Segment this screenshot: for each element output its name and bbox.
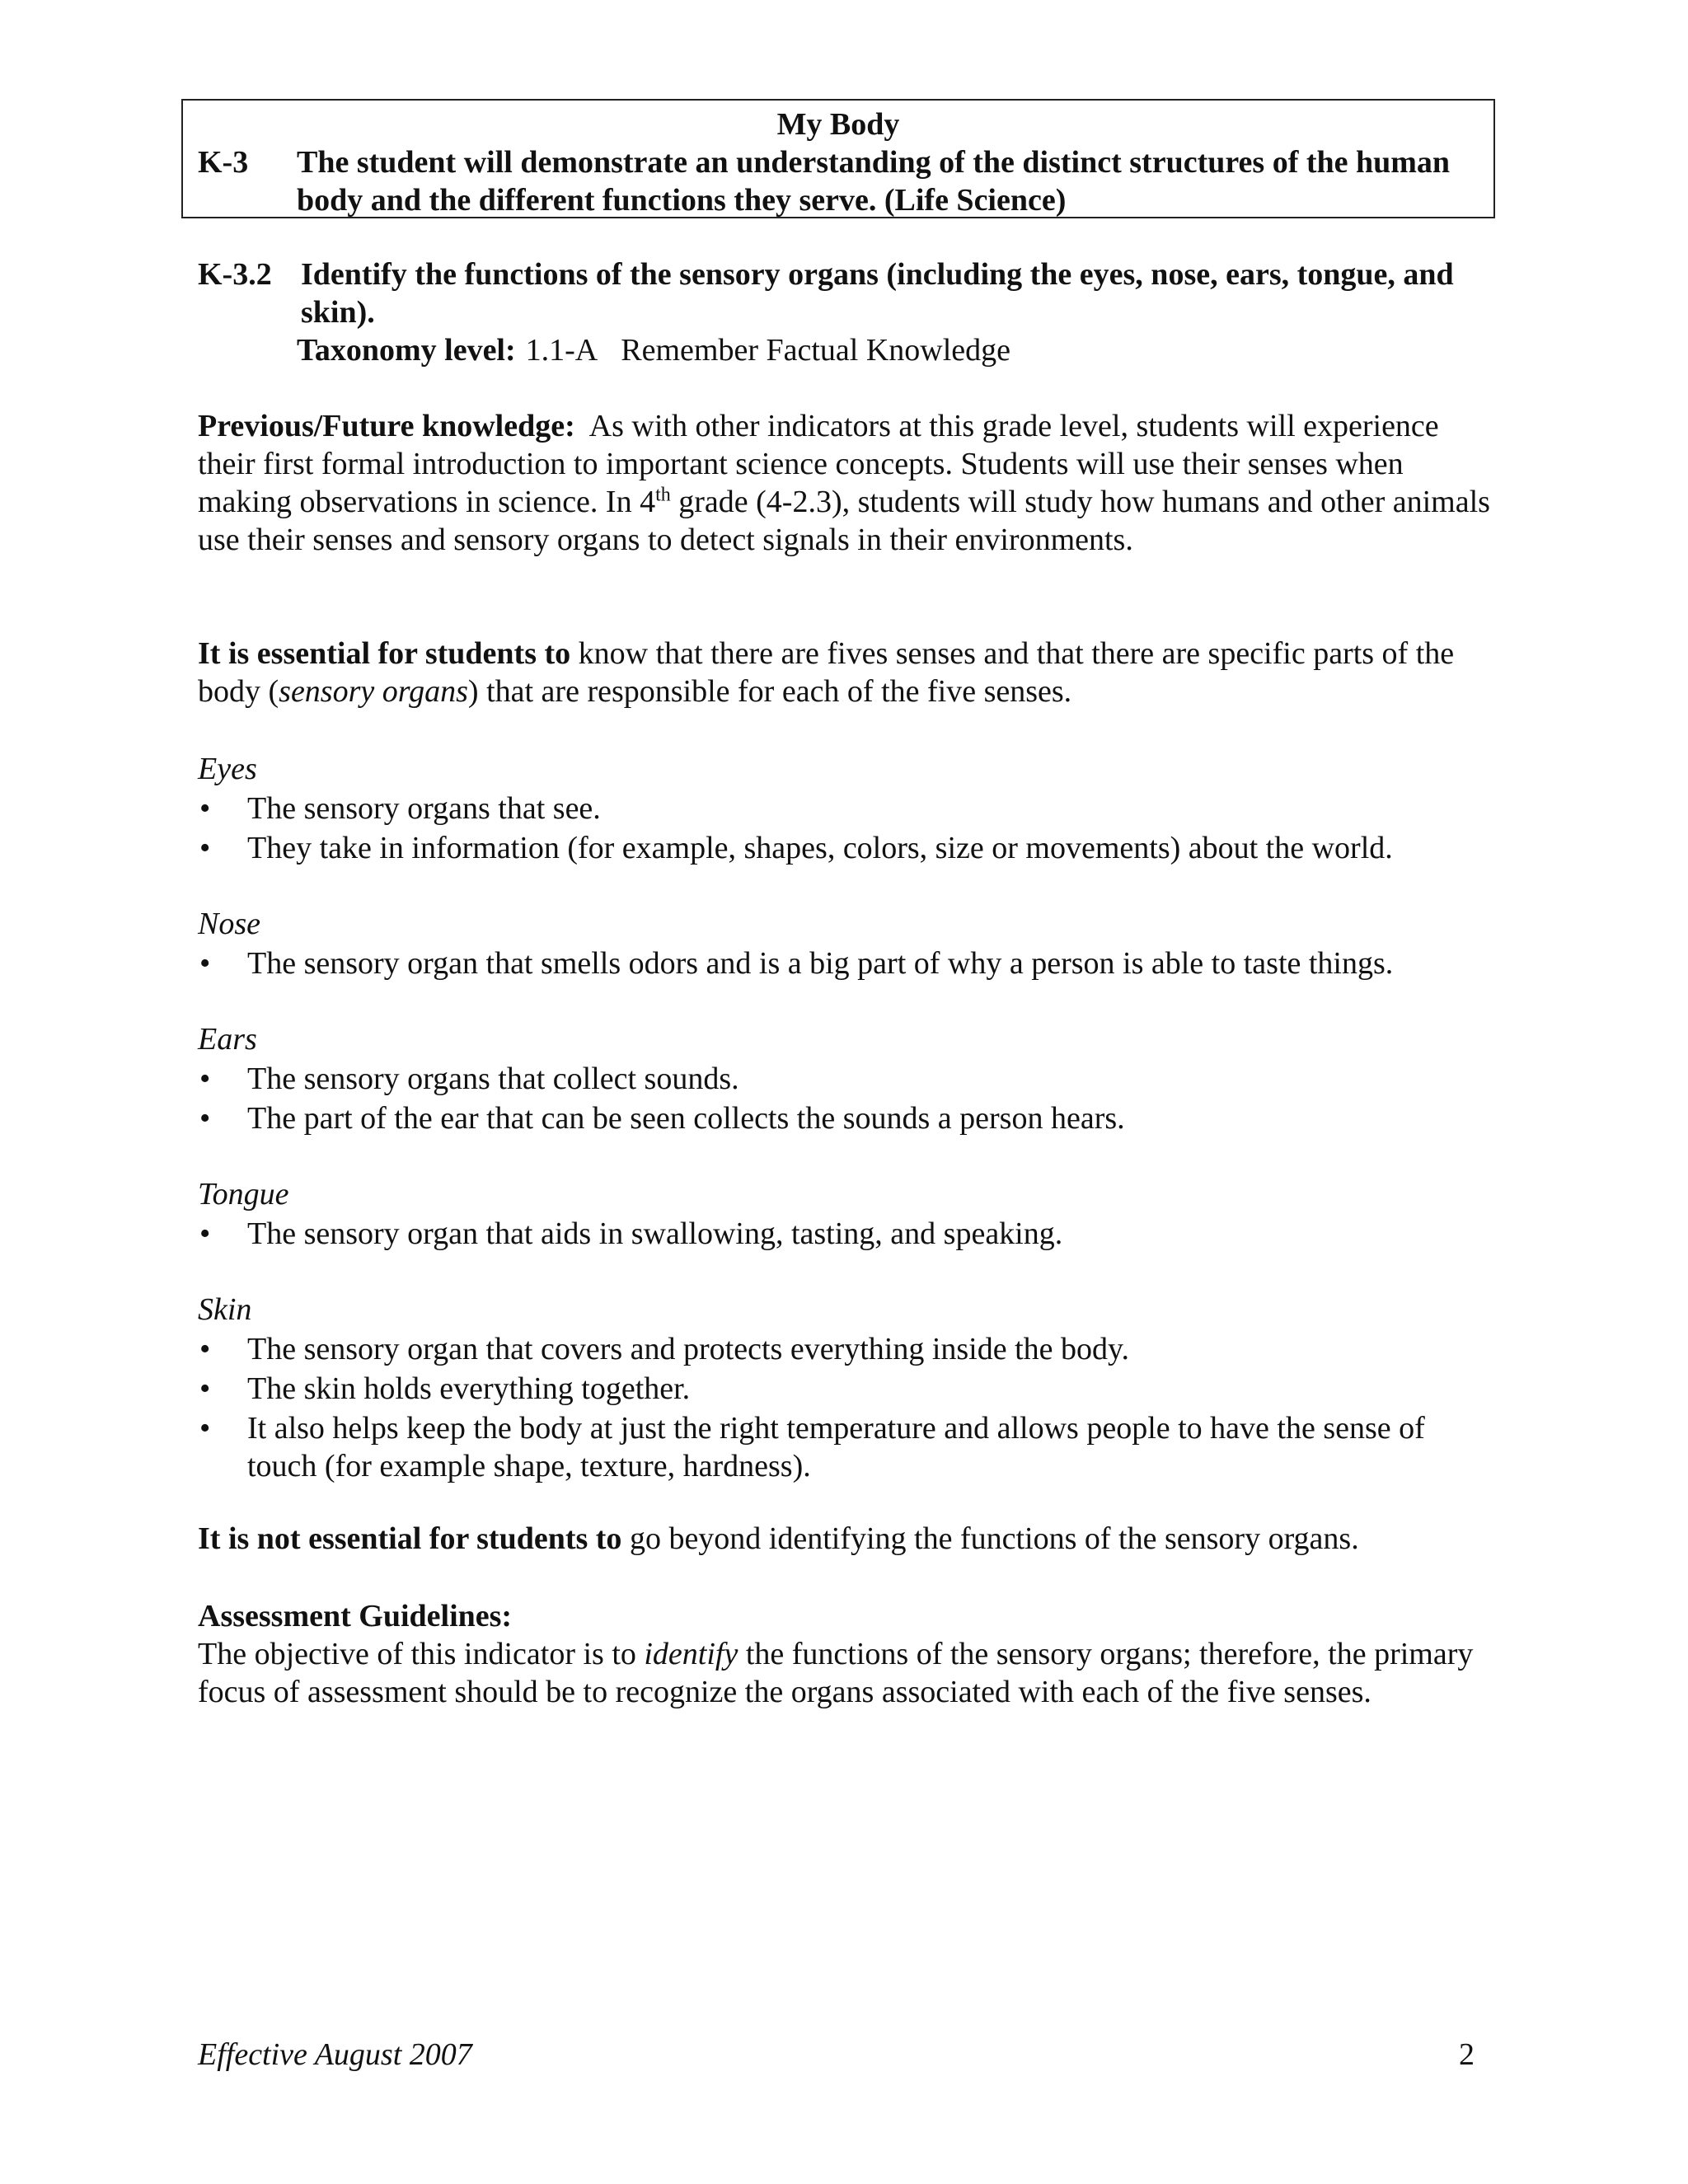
tongue-heading: Tongue <box>198 1177 289 1212</box>
ears-heading: Ears <box>198 1022 257 1057</box>
list-item: • The sensory organ that smells odors and is a big part of why a person is able to taste things. <box>199 946 1394 981</box>
assessment-heading: Assessment Guidelines: <box>198 1599 513 1633</box>
nose-list <box>198 944 1500 984</box>
list-item: • It also helps keep the body at just the right temperature and allows people to have the sense of touch (for example shape, texture, hardness). <box>199 1411 1425 1483</box>
bullet-icon: • <box>199 1371 211 1406</box>
bullet-icon: • <box>199 831 211 865</box>
ordinal-suffix: th <box>655 484 671 506</box>
list-item: • The part of the ear that can be seen collects the sounds a person hears. <box>199 1101 1125 1136</box>
eyes-list <box>198 790 1500 869</box>
assessment-paragraph: The objective of this indicator is to identify the functions of the sensory organs; therefore, the primary focus of assessment should be to recognize the organs associated with each of the five senses. <box>198 1637 1474 1709</box>
page-number: 2 <box>1459 2037 1475 2072</box>
taxonomy-description: Remember Factual Knowledge <box>621 333 1011 368</box>
previous-future-text-a: As with other indicators at this grade level, students will experience their first formal introduction to important science concepts. Students will use their senses when making observations in science. In 4 <box>198 409 1439 519</box>
indicator-block <box>198 255 1500 379</box>
bullet-icon: • <box>199 1411 211 1446</box>
skin-list <box>198 1330 1500 1487</box>
list-item: • The sensory organs that see. <box>199 791 601 826</box>
previous-future-text-b: grade (4-2.3), students will study how humans and other animals use their senses and sensory organs to detect signals in their environments. <box>198 485 1490 557</box>
standard-code: K-3 <box>198 145 249 180</box>
indicator-code: K-3.2 <box>198 257 272 292</box>
nose-heading: Nose <box>198 907 260 941</box>
taxonomy-label: Taxonomy level: <box>297 333 516 368</box>
essential-italic-term: sensory organs <box>279 674 468 709</box>
essential-label: It is essential for students to <box>198 636 571 671</box>
list-item: • The skin holds everything together. <box>199 1371 691 1406</box>
list-item: • The sensory organ that covers and protects everything inside the body. <box>199 1332 1130 1366</box>
ears-list <box>198 1060 1500 1139</box>
taxonomy-line <box>297 331 1010 369</box>
taxonomy-level: 1.1-A <box>525 333 598 368</box>
list-item: • They take in information (for example, shapes, colors, size or movements) about the world. <box>199 831 1393 865</box>
tongue-list <box>198 1215 1500 1254</box>
eyes-heading: Eyes <box>198 752 257 786</box>
list-item: • The sensory organs that collect sounds. <box>199 1062 739 1096</box>
assessment-section <box>198 1597 1500 1711</box>
not-essential-label: It is not essential for students to <box>198 1521 622 1556</box>
not-essential-paragraph <box>198 1520 1500 1558</box>
bullet-icon: • <box>199 946 211 981</box>
assessment-italic-term: identify <box>644 1637 738 1671</box>
previous-future-label: Previous/Future knowledge: <box>198 409 575 443</box>
skin-heading: Skin <box>198 1292 252 1327</box>
bullet-icon: • <box>199 1216 211 1251</box>
essential-text-b: ) that are responsible for each of the five senses. <box>467 674 1072 709</box>
bullet-icon: • <box>199 1332 211 1366</box>
bullet-icon: • <box>199 791 211 826</box>
bullet-icon: • <box>199 1101 211 1136</box>
indicator-text: Identify the functions of the sensory organs (including the eyes, nose, ears, tongue, and skin). <box>301 257 1454 330</box>
not-essential-text: go beyond identifying the functions of the sensory organs. <box>621 1521 1359 1556</box>
previous-future-paragraph <box>198 407 1500 559</box>
unit-title: My Body <box>776 107 900 142</box>
essential-paragraph <box>198 635 1500 710</box>
standard-header-box <box>181 99 1495 218</box>
standard-text: The student will demonstrate an understanding of the distinct structures of the human body and the different functions they serve. (Life Science) <box>297 145 1451 218</box>
essential-text-a: know that there are fives senses and that there are specific parts of the body ( <box>198 636 1455 709</box>
list-item: • The sensory organ that aids in swallowing, tasting, and speaking. <box>199 1216 1063 1251</box>
bullet-icon: • <box>199 1062 211 1096</box>
footer-effective-date: Effective August 2007 <box>198 2037 472 2072</box>
